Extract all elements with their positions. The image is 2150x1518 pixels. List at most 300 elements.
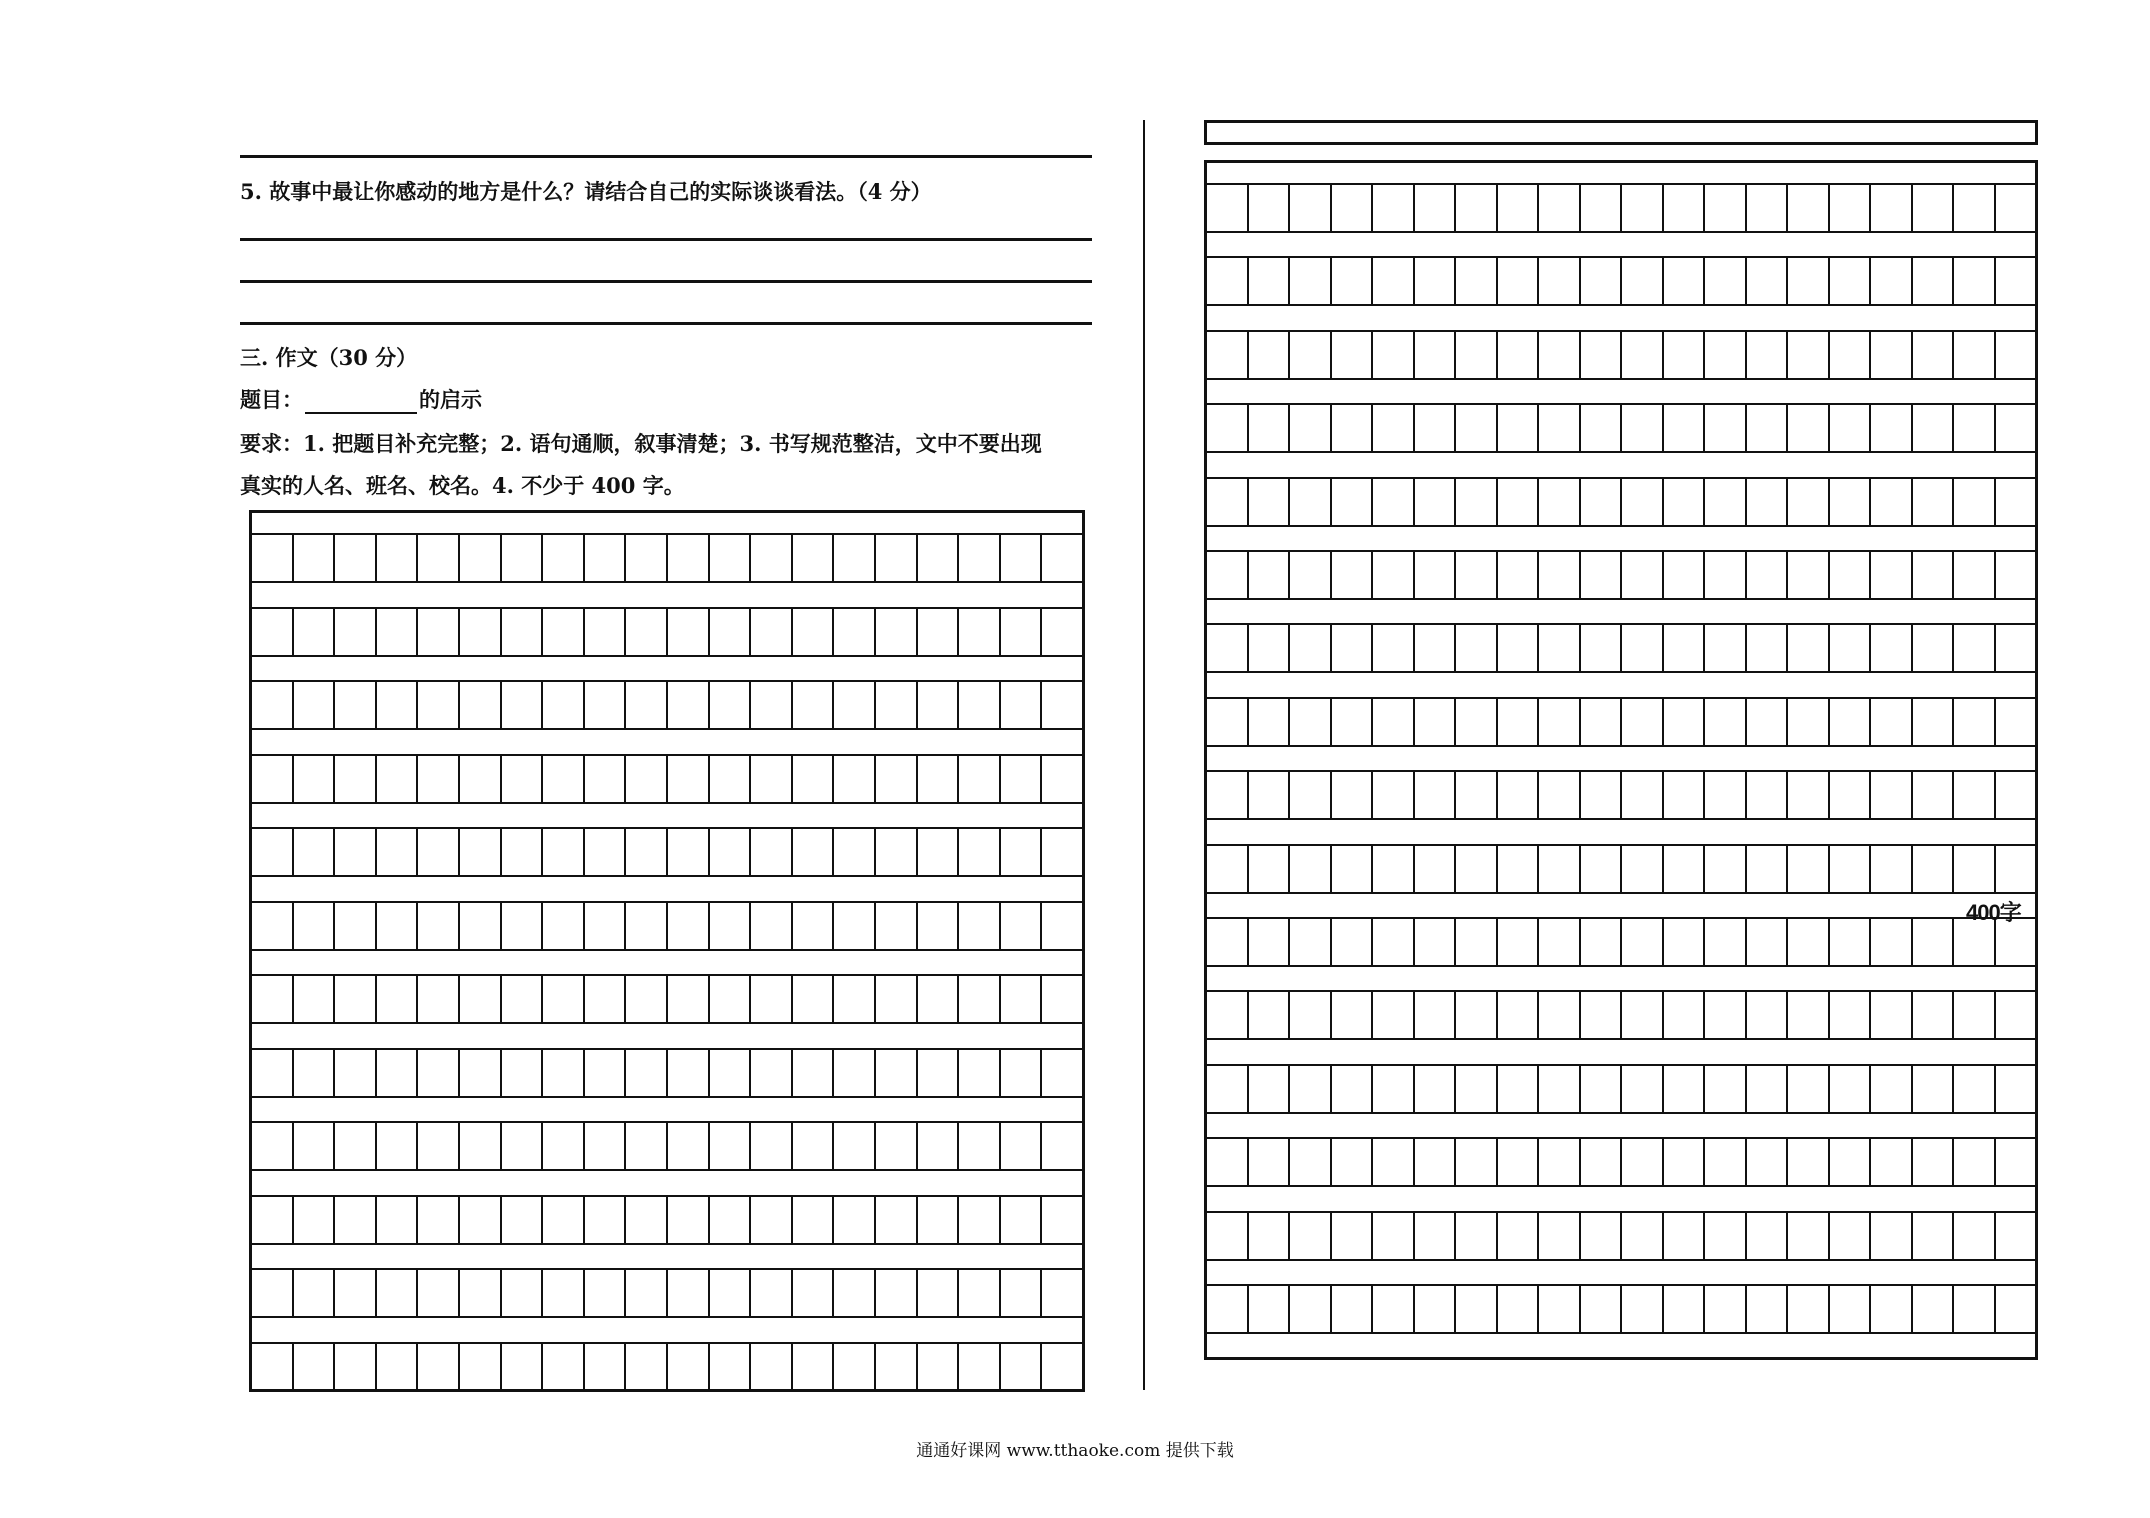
grid-cell[interactable] [1539,1213,1581,1259]
grid-cell[interactable] [252,1197,294,1243]
grid-cell[interactable] [876,976,918,1022]
grid-cell[interactable] [335,535,377,581]
grid-cell[interactable] [1788,185,1830,231]
grid-cell[interactable] [1001,682,1043,728]
grid-cell[interactable] [1830,1213,1872,1259]
grid-cell[interactable] [1498,1139,1540,1185]
grid-cell[interactable] [918,1344,960,1390]
grid-cell[interactable] [1539,1286,1581,1332]
grid-cell[interactable] [1996,1139,2036,1185]
grid-cell[interactable] [1290,772,1332,818]
grid-cell[interactable] [1664,1213,1706,1259]
grid-cell[interactable] [1581,332,1623,378]
grid-cell[interactable] [1788,1213,1830,1259]
grid-cell[interactable] [1290,699,1332,745]
grid-cell[interactable] [1913,846,1955,892]
grid-cell[interactable] [1498,332,1540,378]
grid-cell[interactable] [793,1197,835,1243]
grid-cell[interactable] [751,976,793,1022]
grid-cell[interactable] [1622,625,1664,671]
grid-cell[interactable] [1456,846,1498,892]
grid-cell[interactable] [1290,479,1332,525]
grid-cell[interactable] [1332,405,1374,451]
grid-cell[interactable] [377,976,419,1022]
grid-cell[interactable] [377,682,419,728]
grid-cell[interactable] [1581,479,1623,525]
grid-cell[interactable] [1664,1286,1706,1332]
grid-cell[interactable] [585,1344,627,1390]
grid-cell[interactable] [1207,552,1249,598]
grid-cell[interactable] [710,1197,752,1243]
grid-cell[interactable] [1788,919,1830,965]
grid-cell[interactable] [418,976,460,1022]
grid-cell[interactable] [252,756,294,802]
grid-cell[interactable] [1581,772,1623,818]
grid-cell[interactable] [959,535,1001,581]
grid-cell[interactable] [1001,1270,1043,1316]
grid-cell[interactable] [1913,1066,1955,1112]
grid-cell[interactable] [1415,1139,1457,1185]
grid-cell[interactable] [1290,258,1332,304]
grid-cell[interactable] [834,1123,876,1169]
grid-cell[interactable] [751,903,793,949]
grid-cell[interactable] [710,609,752,655]
grid-cell[interactable] [793,1344,835,1390]
grid-cell[interactable] [585,1123,627,1169]
grid-cell[interactable] [1456,1286,1498,1332]
grid-cell[interactable] [959,976,1001,1022]
grid-cell[interactable] [668,976,710,1022]
grid-cell[interactable] [1871,185,1913,231]
grid-cell[interactable] [1913,1213,1955,1259]
grid-cell[interactable] [1332,699,1374,745]
grid-cell[interactable] [876,682,918,728]
grid-cell[interactable] [294,535,336,581]
grid-cell[interactable] [1788,992,1830,1038]
grid-cell[interactable] [793,756,835,802]
grid-cell[interactable] [1830,1286,1872,1332]
grid-cell[interactable] [1954,1286,1996,1332]
grid-cell[interactable] [793,903,835,949]
grid-cell[interactable] [1830,479,1872,525]
grid-cell[interactable] [959,1123,1001,1169]
grid-cell[interactable] [1042,1123,1082,1169]
grid-cell[interactable] [543,1050,585,1096]
grid-cell[interactable] [1871,479,1913,525]
grid-cell[interactable] [1788,405,1830,451]
grid-cell[interactable] [1581,919,1623,965]
grid-cell[interactable] [1001,829,1043,875]
grid-cell[interactable] [1581,1139,1623,1185]
grid-cell[interactable] [1415,185,1457,231]
grid-cell[interactable] [1456,992,1498,1038]
grid-cell[interactable] [1996,332,2036,378]
grid-cell[interactable] [1788,772,1830,818]
grid-cell[interactable] [876,903,918,949]
grid-cell[interactable] [1207,405,1249,451]
grid-cell[interactable] [1042,1050,1082,1096]
grid-cell[interactable] [1705,1286,1747,1332]
grid-cell[interactable] [959,1050,1001,1096]
grid-cell[interactable] [1830,846,1872,892]
grid-cell[interactable] [1290,185,1332,231]
grid-cell[interactable] [1830,1139,1872,1185]
topic-blank[interactable] [305,390,417,414]
grid-cell[interactable] [377,829,419,875]
grid-cell[interactable] [1415,1213,1457,1259]
grid-cell[interactable] [1581,846,1623,892]
grid-cell[interactable] [1996,405,2036,451]
grid-cell[interactable] [1705,552,1747,598]
grid-cell[interactable] [1622,1286,1664,1332]
grid-cell[interactable] [1207,1213,1249,1259]
grid-cell[interactable] [1456,552,1498,598]
grid-cell[interactable] [335,903,377,949]
grid-cell[interactable] [1456,699,1498,745]
grid-cell[interactable] [1207,992,1249,1038]
composition-grid-right[interactable] [1204,160,2038,1360]
grid-cell[interactable] [1622,919,1664,965]
grid-cell[interactable] [1498,846,1540,892]
grid-cell[interactable] [918,756,960,802]
grid-cell[interactable] [335,682,377,728]
grid-cell[interactable] [668,903,710,949]
grid-cell[interactable] [1871,772,1913,818]
grid-cell[interactable] [1622,1139,1664,1185]
grid-cell[interactable] [1498,625,1540,671]
grid-cell[interactable] [1913,405,1955,451]
grid-cell[interactable] [626,1050,668,1096]
grid-cell[interactable] [502,682,544,728]
grid-cell[interactable] [377,1050,419,1096]
grid-cell[interactable] [1539,332,1581,378]
composition-grid-left[interactable] [249,510,1085,1392]
grid-cell[interactable] [1456,919,1498,965]
grid-cell[interactable] [626,1123,668,1169]
grid-cell[interactable] [294,1050,336,1096]
grid-cell[interactable] [502,1197,544,1243]
grid-cell[interactable] [1290,1139,1332,1185]
grid-cell[interactable] [1581,552,1623,598]
grid-cell[interactable] [460,609,502,655]
grid-cell[interactable] [876,609,918,655]
grid-cell[interactable] [959,609,1001,655]
grid-cell[interactable] [1373,772,1415,818]
grid-cell[interactable] [668,1344,710,1390]
grid-cell[interactable] [1747,699,1789,745]
grid-cell[interactable] [1498,552,1540,598]
grid-cell[interactable] [1001,756,1043,802]
grid-cell[interactable] [1001,535,1043,581]
grid-cell[interactable] [1747,992,1789,1038]
grid-cell[interactable] [1871,258,1913,304]
grid-cell[interactable] [1954,625,1996,671]
grid-cell[interactable] [793,609,835,655]
grid-cell[interactable] [1622,992,1664,1038]
grid-cell[interactable] [1042,535,1082,581]
grid-cell[interactable] [1415,1286,1457,1332]
grid-cell[interactable] [1456,1213,1498,1259]
grid-cell[interactable] [502,903,544,949]
grid-cell[interactable] [793,1123,835,1169]
grid-cell[interactable] [1498,919,1540,965]
grid-cell[interactable] [1332,1066,1374,1112]
grid-cell[interactable] [1581,258,1623,304]
grid-cell[interactable] [1705,625,1747,671]
grid-cell[interactable] [585,1197,627,1243]
grid-cell[interactable] [252,1344,294,1390]
grid-cell[interactable] [1954,258,1996,304]
grid-cell[interactable] [1788,1286,1830,1332]
grid-cell[interactable] [834,1270,876,1316]
grid-cell[interactable] [377,1344,419,1390]
grid-cell[interactable] [1042,756,1082,802]
grid-cell[interactable] [959,1270,1001,1316]
grid-cell[interactable] [294,1197,336,1243]
grid-cell[interactable] [294,1344,336,1390]
grid-cell[interactable] [1830,185,1872,231]
grid-cell[interactable] [918,976,960,1022]
grid-cell[interactable] [377,1270,419,1316]
title-box[interactable] [1204,120,2038,145]
grid-cell[interactable] [377,609,419,655]
grid-cell[interactable] [1622,185,1664,231]
grid-cell[interactable] [1290,1213,1332,1259]
grid-cell[interactable] [1664,846,1706,892]
grid-cell[interactable] [1207,1066,1249,1112]
grid-cell[interactable] [626,829,668,875]
grid-cell[interactable] [834,756,876,802]
grid-cell[interactable] [1747,772,1789,818]
grid-cell[interactable] [1664,479,1706,525]
grid-cell[interactable] [1332,992,1374,1038]
grid-cell[interactable] [876,1270,918,1316]
grid-cell[interactable] [626,682,668,728]
grid-cell[interactable] [1622,332,1664,378]
grid-cell[interactable] [1747,479,1789,525]
grid-cell[interactable] [1705,405,1747,451]
grid-cell[interactable] [1456,405,1498,451]
grid-cell[interactable] [252,1123,294,1169]
grid-cell[interactable] [1415,992,1457,1038]
grid-cell[interactable] [710,1050,752,1096]
grid-cell[interactable] [626,976,668,1022]
grid-cell[interactable] [1373,405,1415,451]
grid-cell[interactable] [335,1050,377,1096]
grid-cell[interactable] [1332,185,1374,231]
grid-cell[interactable] [1830,992,1872,1038]
grid-cell[interactable] [1332,332,1374,378]
grid-cell[interactable] [626,1270,668,1316]
grid-cell[interactable] [1996,1066,2036,1112]
grid-cell[interactable] [1788,1139,1830,1185]
grid-cell[interactable] [460,903,502,949]
grid-cell[interactable] [1456,185,1498,231]
grid-cell[interactable] [1001,609,1043,655]
grid-cell[interactable] [1996,625,2036,671]
grid-cell[interactable] [460,535,502,581]
grid-cell[interactable] [1664,258,1706,304]
grid-cell[interactable] [1332,1213,1374,1259]
grid-cell[interactable] [1871,1066,1913,1112]
grid-cell[interactable] [294,903,336,949]
grid-cell[interactable] [959,829,1001,875]
grid-cell[interactable] [751,1270,793,1316]
grid-cell[interactable] [710,682,752,728]
grid-cell[interactable] [1249,405,1291,451]
grid-cell[interactable] [418,682,460,728]
grid-cell[interactable] [626,609,668,655]
grid-cell[interactable] [1539,1139,1581,1185]
grid-cell[interactable] [710,1123,752,1169]
grid-cell[interactable] [1664,699,1706,745]
grid-cell[interactable] [1705,699,1747,745]
grid-cell[interactable] [1871,332,1913,378]
grid-cell[interactable] [793,682,835,728]
grid-cell[interactable] [1373,699,1415,745]
grid-cell[interactable] [1249,846,1291,892]
grid-cell[interactable] [585,682,627,728]
grid-cell[interactable] [1913,552,1955,598]
grid-cell[interactable] [1788,552,1830,598]
grid-cell[interactable] [1249,699,1291,745]
grid-cell[interactable] [1456,625,1498,671]
grid-cell[interactable] [834,1344,876,1390]
grid-cell[interactable] [418,903,460,949]
grid-cell[interactable] [1498,699,1540,745]
grid-cell[interactable] [751,829,793,875]
grid-cell[interactable] [1622,1213,1664,1259]
grid-cell[interactable] [668,609,710,655]
grid-cell[interactable] [1705,185,1747,231]
grid-cell[interactable] [1539,479,1581,525]
grid-cell[interactable] [460,976,502,1022]
grid-cell[interactable] [1207,919,1249,965]
grid-cell[interactable] [1290,552,1332,598]
grid-cell[interactable] [377,535,419,581]
grid-cell[interactable] [1042,1270,1082,1316]
grid-cell[interactable] [294,609,336,655]
grid-cell[interactable] [502,1344,544,1390]
grid-cell[interactable] [918,535,960,581]
grid-cell[interactable] [1539,772,1581,818]
grid-cell[interactable] [959,756,1001,802]
grid-cell[interactable] [668,1123,710,1169]
grid-cell[interactable] [1415,846,1457,892]
grid-cell[interactable] [1001,1344,1043,1390]
grid-cell[interactable] [876,1197,918,1243]
grid-cell[interactable] [1456,1139,1498,1185]
grid-cell[interactable] [710,1344,752,1390]
grid-cell[interactable] [1290,846,1332,892]
grid-cell[interactable] [1871,919,1913,965]
grid-cell[interactable] [1539,258,1581,304]
grid-cell[interactable] [460,1197,502,1243]
grid-cell[interactable] [1415,258,1457,304]
grid-cell[interactable] [1332,479,1374,525]
grid-cell[interactable] [1042,1197,1082,1243]
grid-cell[interactable] [1290,625,1332,671]
grid-cell[interactable] [834,976,876,1022]
grid-cell[interactable] [834,1197,876,1243]
grid-cell[interactable] [1456,479,1498,525]
grid-cell[interactable] [1042,976,1082,1022]
grid-cell[interactable] [918,682,960,728]
grid-cell[interactable] [335,756,377,802]
grid-cell[interactable] [585,1270,627,1316]
grid-cell[interactable] [1830,332,1872,378]
grid-cell[interactable] [1747,1139,1789,1185]
grid-cell[interactable] [876,1344,918,1390]
grid-cell[interactable] [1705,1213,1747,1259]
grid-cell[interactable] [502,609,544,655]
grid-cell[interactable] [1415,1066,1457,1112]
grid-cell[interactable] [1415,479,1457,525]
grid-cell[interactable] [751,609,793,655]
grid-cell[interactable] [377,1197,419,1243]
grid-cell[interactable] [418,829,460,875]
grid-cell[interactable] [668,756,710,802]
grid-cell[interactable] [1290,919,1332,965]
grid-cell[interactable] [460,1050,502,1096]
grid-cell[interactable] [1871,1139,1913,1185]
grid-cell[interactable] [959,1344,1001,1390]
grid-cell[interactable] [543,1123,585,1169]
grid-cell[interactable] [460,1270,502,1316]
grid-cell[interactable] [1415,552,1457,598]
grid-cell[interactable] [1705,919,1747,965]
grid-cell[interactable] [876,1123,918,1169]
grid-cell[interactable] [1290,332,1332,378]
grid-cell[interactable] [1249,258,1291,304]
grid-cell[interactable] [751,682,793,728]
grid-cell[interactable] [1498,258,1540,304]
grid-cell[interactable] [1788,699,1830,745]
grid-cell[interactable] [1996,846,2036,892]
grid-cell[interactable] [793,829,835,875]
grid-cell[interactable] [793,1050,835,1096]
grid-cell[interactable] [1788,479,1830,525]
grid-cell[interactable] [1871,552,1913,598]
grid-cell[interactable] [793,976,835,1022]
grid-cell[interactable] [460,682,502,728]
grid-cell[interactable] [1622,479,1664,525]
grid-cell[interactable] [1207,1139,1249,1185]
grid-cell[interactable] [1830,552,1872,598]
grid-cell[interactable] [1456,258,1498,304]
grid-cell[interactable] [543,756,585,802]
grid-cell[interactable] [585,756,627,802]
grid-cell[interactable] [1207,479,1249,525]
grid-cell[interactable] [1954,992,1996,1038]
grid-cell[interactable] [543,682,585,728]
grid-cell[interactable] [1830,258,1872,304]
grid-cell[interactable] [1581,1066,1623,1112]
grid-cell[interactable] [377,756,419,802]
grid-cell[interactable] [1664,1066,1706,1112]
grid-cell[interactable] [1747,1066,1789,1112]
grid-cell[interactable] [1249,479,1291,525]
grid-cell[interactable] [1539,185,1581,231]
grid-cell[interactable] [1622,258,1664,304]
grid-cell[interactable] [834,1050,876,1096]
grid-cell[interactable] [1871,625,1913,671]
grid-cell[interactable] [1249,772,1291,818]
grid-cell[interactable] [1207,185,1249,231]
grid-cell[interactable] [1581,992,1623,1038]
grid-cell[interactable] [1996,992,2036,1038]
grid-cell[interactable] [335,1344,377,1390]
